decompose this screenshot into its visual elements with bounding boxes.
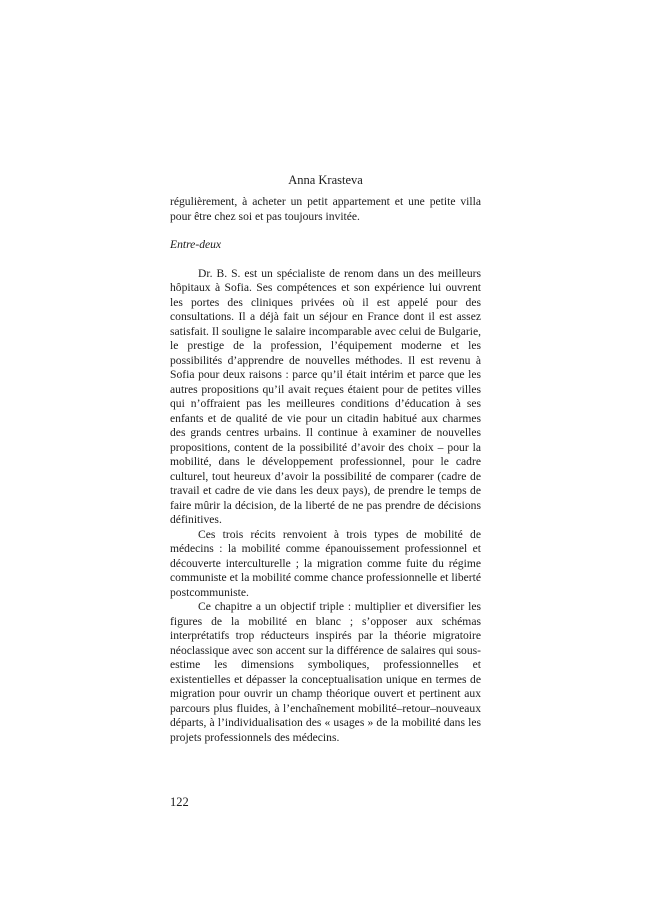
page-number: 122 <box>170 795 189 809</box>
running-head-author: Anna Krasteva <box>288 173 363 187</box>
continuation-paragraph: régulièrement, à acheter un petit appartement et une petite villa pour être chez soi et pas toujours invitée. <box>170 195 481 223</box>
paragraph-chapter-objective: Ce chapitre a un objectif triple : multiplier et diversifier les figures de la mobilité en blanc ; s’opposer aux schémas interprétatifs trop réducteurs inspirés par la théorie migratoire néoclassique avec son accent sur la différence de salaires qui sous-estime les dimensions symboliques, professionnelles et existentielles et dépasser la conceptualisation unique en termes de migration pour ouvrir un champ théorique ouvert et pertinent aux parcours plus fluides, à l’enchaînement mobilité–retour–nouveaux départs, à l’individualisation des « usages » de la mobilité dans les projets professionnels des médecins. <box>170 600 481 744</box>
section-heading: Entre-deux <box>170 238 222 251</box>
paragraph-three-stories: Ces trois récits renvoient à trois types de mobilité de médecins : la mobilité comme épanouissement professionnel et découverte interculturelle ; la migration comme fuite du régime communiste et la mobilité comme chance professionnelle et liberté postcommuniste. <box>170 527 481 599</box>
paragraph-doctor-story: Dr. B. S. est un spécialiste de renom dans un des meilleurs hôpitaux à Sofia. Ses compétences et son expérience lui ouvrent les portes des cliniques privées où il est appelé pour des consultations. Il a déjà fait un séjour en France dont il est assez satisfait. Il souligne le salaire incomparable avec celui de Bulgarie, le prestige de la profession, l’équipement moderne et les possibilités d’apprendre de nouvelles méthodes. Il est revenu à Sofia pour deux raisons : parce qu’il était intérim et parce que les autres propositions qu’il avait reçues étaient pour de petites villes qui n’offraient pas les meilleures conditions d’éducation à ses enfants et de qualité de vie pour un citadin habitué aux charmes des grands centres urbains. Il continue à examiner de nouvelles propositions, content de la possibilité d’avoir des choix – pour la mobilité, dans le développement professionnel, pour le cadre culturel, tout heureux d’avoir la possibilité de comparer (cadre de travail et cadre de vie dans les deux pays), de prendre le temps de faire mûrir la décision, de la liberté de ne pas prendre de décisions définitives. <box>170 266 481 526</box>
main-text-block <box>170 195 481 745</box>
